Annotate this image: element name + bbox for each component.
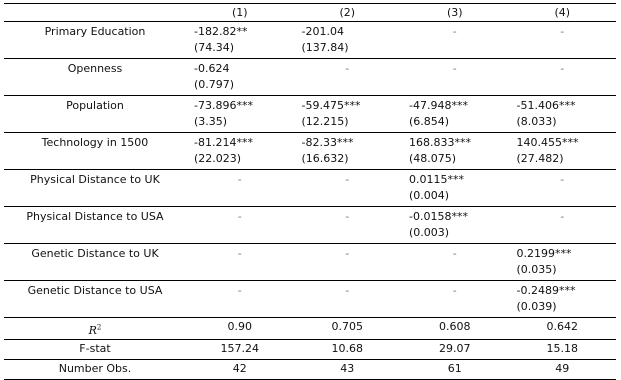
coefficient-cell	[294, 281, 402, 318]
empty-dash: -	[560, 25, 565, 38]
coefficient-cell	[294, 59, 402, 96]
estimate: 0.0115***	[409, 173, 464, 186]
standard-error: (6.854)	[409, 115, 450, 128]
coefficient-cell	[509, 96, 617, 133]
standard-error: (3.35)	[194, 115, 228, 128]
table-row	[4, 59, 616, 96]
estimate: 140.455***	[516, 136, 579, 149]
column-header: (4)	[554, 6, 571, 19]
stat-value: 0.642	[546, 320, 578, 333]
estimate: -51.406***	[516, 99, 576, 112]
stat-value: 10.68	[331, 341, 363, 355]
stat-value: 157.24	[220, 341, 259, 355]
header-row	[4, 4, 616, 22]
empty-dash: -	[237, 247, 242, 260]
stat-value: 42	[232, 361, 247, 375]
empty-dash: -	[560, 210, 565, 223]
variable-name: Openness	[67, 62, 123, 75]
coefficient-cell	[509, 207, 617, 244]
coefficient-cell	[509, 170, 617, 207]
coefficient-cell	[509, 244, 617, 281]
coefficient-cell	[401, 22, 509, 59]
empty-dash: -	[560, 62, 565, 75]
stat-row	[4, 339, 616, 359]
empty-dash: -	[237, 210, 242, 223]
empty-dash: -	[345, 247, 350, 260]
standard-error: (0.035)	[516, 263, 557, 276]
stat-symbol: R	[88, 323, 97, 337]
empty-dash: -	[345, 173, 350, 186]
coefficient-cell	[294, 207, 402, 244]
coefficient-cell	[186, 170, 294, 207]
header-corner	[4, 4, 186, 22]
empty-dash: -	[345, 62, 350, 75]
column-header: (2)	[339, 6, 356, 19]
coefficient-cell	[186, 133, 294, 170]
coefficient-cell	[509, 59, 617, 96]
stat-name	[4, 318, 186, 340]
estimate: -81.214***	[194, 136, 253, 149]
standard-error: (137.84)	[301, 41, 349, 54]
stat-value: 29.07	[439, 341, 471, 355]
empty-dash: -	[237, 284, 242, 297]
stat-value: 0.705	[331, 320, 363, 333]
variable-name: Genetic Distance to USA	[27, 284, 163, 297]
coefficient-cell	[401, 59, 509, 96]
estimate: -182.82**	[194, 25, 248, 38]
estimate: -0.2489***	[516, 284, 576, 297]
coefficient-cell	[186, 59, 294, 96]
variable-name: Physical Distance to UK	[30, 173, 160, 186]
column-header: (1)	[231, 6, 248, 19]
standard-error: (48.075)	[409, 152, 457, 165]
r-squared-label	[89, 324, 102, 337]
stat-value: 61	[447, 361, 462, 375]
table-row	[4, 96, 616, 133]
coefficient-cell	[401, 281, 509, 318]
stat-row	[4, 318, 616, 340]
variable-name: Physical Distance to USA	[26, 210, 164, 223]
table-row	[4, 281, 616, 318]
coefficient-cell	[186, 96, 294, 133]
coefficient-cell	[186, 207, 294, 244]
coefficient-cell	[186, 244, 294, 281]
estimate: -47.948***	[409, 99, 468, 112]
empty-dash: -	[452, 25, 457, 38]
stat-row	[4, 359, 616, 379]
coefficient-cell	[509, 22, 617, 59]
estimate: 168.833***	[409, 136, 471, 149]
standard-error: (22.023)	[194, 152, 242, 165]
coefficient-cell	[294, 244, 402, 281]
variable-name: Population	[66, 99, 124, 112]
empty-dash: -	[560, 173, 565, 186]
estimate: 0.2199***	[516, 247, 572, 260]
coefficient-cell	[294, 133, 402, 170]
variable-name: Genetic Distance to UK	[31, 247, 159, 260]
table-body	[4, 22, 616, 380]
table-row	[4, 133, 616, 170]
coefficient-cell	[294, 22, 402, 59]
coefficient-cell	[294, 96, 402, 133]
table-row	[4, 170, 616, 207]
empty-dash: -	[345, 284, 350, 297]
coefficient-cell	[186, 281, 294, 318]
empty-dash: -	[345, 210, 350, 223]
table-row	[4, 22, 616, 59]
estimate: -201.04	[301, 25, 344, 38]
standard-error: (12.215)	[301, 115, 349, 128]
stat-value: 15.18	[546, 341, 578, 355]
empty-dash: -	[452, 284, 457, 297]
table-row	[4, 244, 616, 281]
coefficient-cell	[401, 244, 509, 281]
coefficient-cell	[294, 170, 402, 207]
coefficient-cell	[509, 133, 617, 170]
standard-error: (0.039)	[516, 300, 557, 313]
stat-name: Number Obs.	[58, 361, 132, 375]
coefficient-cell	[401, 133, 509, 170]
variable-name: Technology in 1500	[41, 136, 149, 149]
stat-value: 43	[340, 361, 355, 375]
estimate: -0.0158***	[409, 210, 468, 223]
coefficient-cell	[401, 96, 509, 133]
empty-dash: -	[452, 62, 457, 75]
standard-error: (16.632)	[301, 152, 349, 165]
stat-name: F-stat	[79, 341, 111, 355]
coefficient-cell	[509, 281, 617, 318]
empty-dash: -	[237, 173, 242, 186]
empty-dash: -	[452, 247, 457, 260]
regression-table	[4, 3, 616, 380]
estimate: -73.896***	[194, 99, 253, 112]
coefficient-cell	[401, 170, 509, 207]
standard-error: (0.004)	[409, 189, 450, 202]
column-header: (3)	[446, 6, 463, 19]
standard-error: (0.797)	[194, 78, 235, 91]
table-row	[4, 207, 616, 244]
standard-error: (8.033)	[516, 115, 557, 128]
coefficient-cell	[186, 22, 294, 59]
stat-value: 0.90	[227, 320, 252, 333]
coefficient-cell	[401, 207, 509, 244]
stat-value: 0.608	[439, 320, 471, 333]
estimate: -0.624	[194, 62, 230, 75]
stat-value: 49	[555, 361, 570, 375]
variable-name: Primary Education	[44, 25, 146, 38]
estimate: -82.33***	[301, 136, 354, 149]
estimate: -59.475***	[301, 99, 361, 112]
standard-error: (27.482)	[516, 152, 564, 165]
standard-error: (74.34)	[194, 41, 235, 54]
stat-superscript: 2	[96, 323, 102, 331]
standard-error: (0.003)	[409, 226, 450, 239]
